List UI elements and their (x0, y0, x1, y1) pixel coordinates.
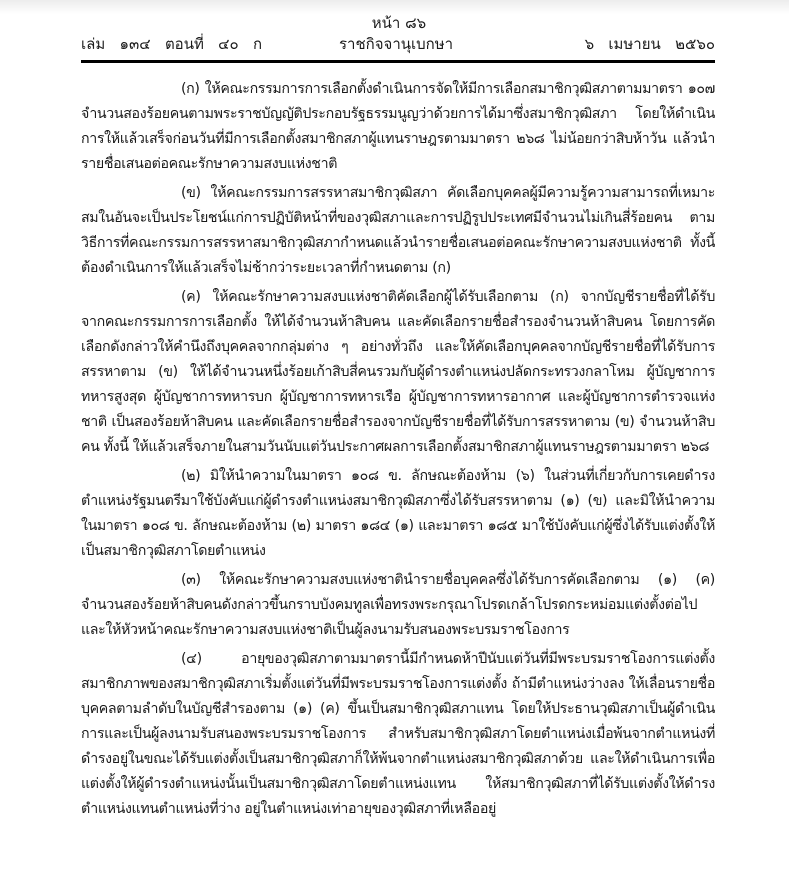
paragraph-2: (๒) มิให้นำความในมาตรา ๑๐๘ ข. ลักษณะต้องห้าม (๖) ในส่วนที่เกี่ยวกับการเคยดำรงตำแหน่งรัฐมนตรีมาใช้บังคับแก่ผู้ดำรงตำแหน่งสมาชิกวุฒิสภาซึ่งได้รับสรรหาตาม (๑) (ข) และมิให้นำความในมาตรา ๑๐๘ ข. ลักษณะต้องห้าม (๒) มาตรา ๑๘๔ (๑) และมาตรา ๑๘๕ มาใช้บังคับแก่ผู้ซึ่งได้รับแต่งตั้งให้เป็นสมาชิกวุฒิสภาโดยตำแหน่ง (81, 468, 715, 559)
paragraph-ko: (ก) ให้คณะกรรมการการเลือกตั้งดำเนินการจัดให้มีการเลือกสมาชิกวุฒิสภาตามมาตรา ๑๐๗ จำนวนสองร้อยคนตามพระราชบัญญัติประกอบรัฐธรรมนูญว่าด้วยการได้มาซึ่งสมาชิกวุฒิสภา โดยให้ดำเนินการให้แล้วเสร็จก่อนวันที่มีการเลือกตั้งสมาชิกสภาผู้แทนราษฎรตามมาตรา ๒๖๘ ไม่น้อยกว่าสิบห้าวัน แล้วนำรายชื่อเสนอต่อคณะรักษาความสงบแห่งชาติ (81, 81, 715, 172)
paragraph-3: (๓) ให้คณะรักษาความสงบแห่งชาตินำรายชื่อบุคคลซึ่งได้รับการคัดเลือกตาม (๑) (ค) จำนวนสองร้อยห้าสิบคนดังกล่าวขึ้นกราบบังคมทูลเพื่อทรงพระกรุณาโปรดเกล้าโปรดกระหม่อมแต่งตั้งต่อไป และให้หัวหน้าคณะรักษาความสงบแห่งชาติเป็นผู้ลงนามรับสนองพระบรมราชโองการ (81, 572, 715, 638)
paragraph-kho: (ข) ให้คณะกรรมการสรรหาสมาชิกวุฒิสภา คัดเลือกบุคคลผู้มีความรู้ความสามารถที่เหมาะสมในอันจะเป็นประโยชน์แก่การปฏิบัติหน้าที่ของวุฒิสภาและการปฏิรูปประเทศมีจำนวนไม่เกินสี่ร้อยคน ตามวิธีการที่คณะกรรมการสรรหาสมาชิกวุฒิสภากำหนดแล้วนำรายชื่อเสนอต่อคณะรักษาความสงบแห่งชาติ ทั้งนี้ ต้องดำเนินการให้แล้วเสร็จไม่ช้ากว่าระยะเวลาที่กำหนดตาม (ก) (81, 185, 715, 276)
volume-issue: เล่ม ๑๓๔ ตอนที่ ๔๐ ก (81, 35, 263, 53)
document-body (81, 77, 715, 822)
publication-date: ๖ เมษายน ๒๕๖๐ (584, 35, 715, 53)
top-shadow (0, 0, 789, 14)
publication-title: ราชกิจจานุเบกษา (339, 35, 454, 53)
paragraph-4: (๔) อายุของวุฒิสภาตามมาตรานี้มีกำหนดห้าปีนับแต่วันที่มีพระบรมราชโองการแต่งตั้งสมาชิกภาพของสมาชิกวุฒิสภาเริ่มตั้งแต่วันที่มีพระบรมราชโองการแต่งตั้ง ถ้ามีตำแหน่งว่างลง ให้เลื่อนรายชื่อบุคคลตามลำดับในบัญชีสำรองตาม (๑) (ค) ขึ้นเป็นสมาชิกวุฒิสภาแทน โดยให้ประธานวุฒิสภาเป็นผู้ดำเนินการและเป็นผู้ลงนามรับสนองพระบรมราชโองการ สำหรับสมาชิกวุฒิสภาโดยตำแหน่งเมื่อพ้นจากตำแหน่งที่ดำรงอยู่ในขณะได้รับแต่งตั้งเป็นสมาชิกวุฒิสภาก็ให้พ้นจากตำแหน่งสมาชิกวุฒิสภาด้วย และให้ดำเนินการเพื่อแต่งตั้งให้ผู้ดำรงตำแหน่งนั้นเป็นสมาชิกวุฒิสภาโดยตำแหน่งแทน ให้สมาชิกวุฒิสภาที่ได้รับแต่งตั้งให้ดำรงตำแหน่งแทนตำแหน่งที่ว่าง อยู่ในตำแหน่งเท่าอายุของวุฒิสภาที่เหลืออยู่ (81, 651, 715, 817)
page-number: หน้า ๘๖ (371, 14, 427, 32)
paragraph-kho-khon: (ค) ให้คณะรักษาความสงบแห่งชาติคัดเลือกผู้ได้รับเลือกตาม (ก) จากบัญชีรายชื่อที่ได้รับจากคณะกรรมการการเลือกตั้ง ให้ได้จำนวนห้าสิบคน และคัดเลือกรายชื่อสำรองจำนวนห้าสิบคน โดยการคัดเลือกดังกล่าวให้คำนึงถึงบุคคลจากกลุ่มต่าง ๆ อย่างทั่วถึง และให้คัดเลือกบุคคลจากบัญชีรายชื่อที่ได้รับการสรรหาตาม (ข) ให้ได้จำนวนหนึ่งร้อยเก้าสิบสี่คนรวมกับผู้ดำรงตำแหน่งปลัดกระทรวงกลาโหม ผู้บัญชาการทหารสูงสุด ผู้บัญชาการทหารบก ผู้บัญชาการทหารเรือ ผู้บัญชาการทหารอากาศ และผู้บัญชาการตำรวจแห่งชาติ เป็นสองร้อยห้าสิบคน และคัดเลือกรายชื่อสำรองจากบัญชีรายชื่อที่ได้รับการสรรหาตาม (ข) จำนวนห้าสิบคน ทั้งนี้ ให้แล้วเสร็จภายในสามวันนับแต่วันประกาศผลการเลือกตั้งสมาชิกสภาผู้แทนราษฎรตามมาตรา ๒๖๘ (81, 289, 715, 455)
gazette-page (81, 14, 715, 822)
gazette-header (81, 32, 715, 56)
header-rule (81, 60, 715, 63)
